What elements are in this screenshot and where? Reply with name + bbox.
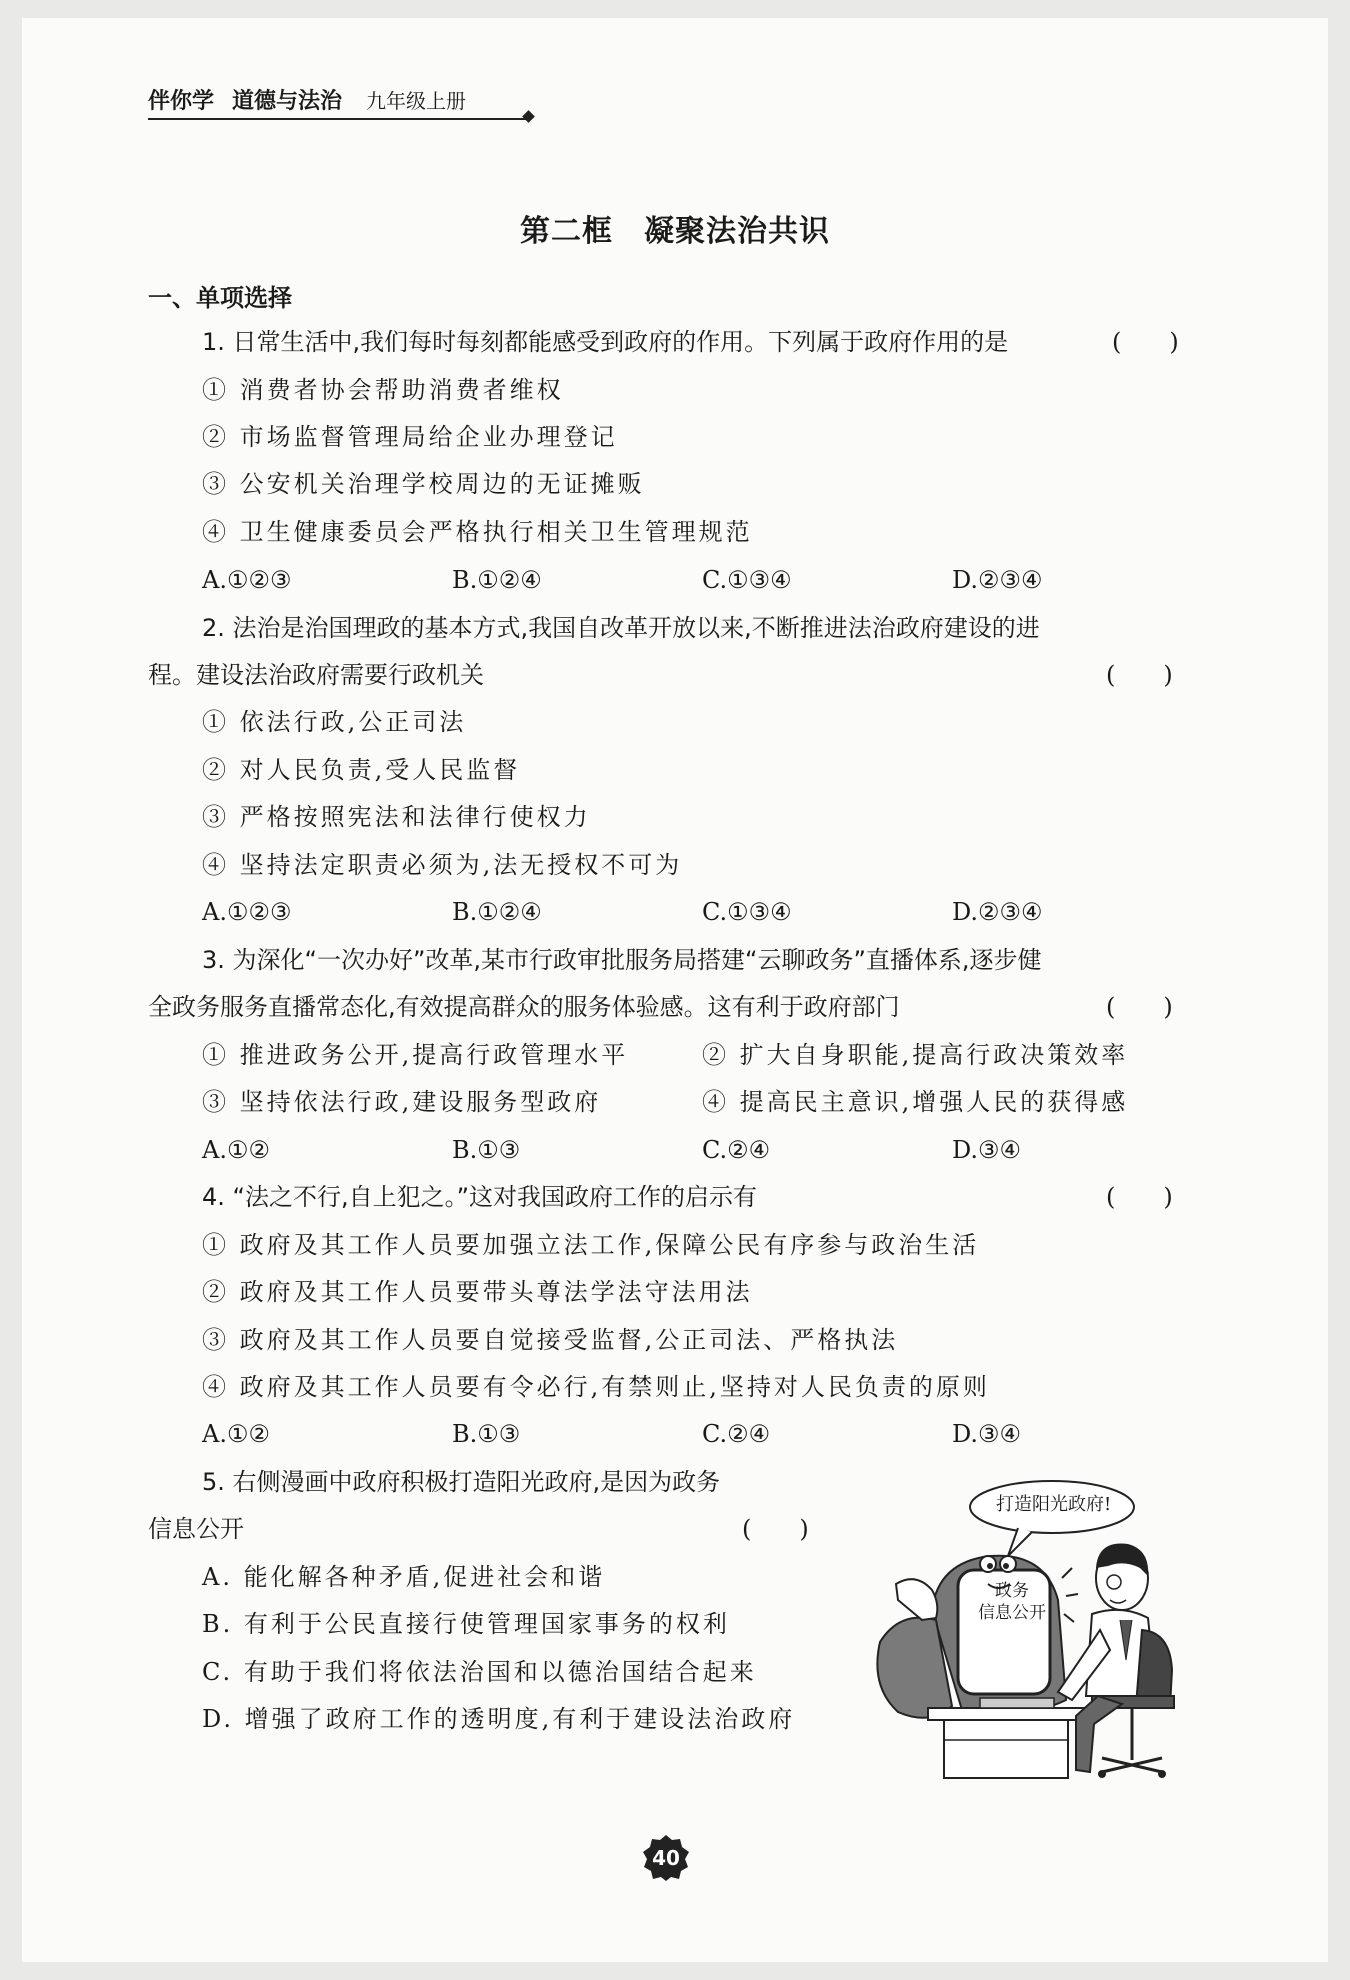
q1-item-4: ④ 卫生健康委员会严格执行相关卫生管理规范 bbox=[202, 518, 753, 546]
q3-item-1: ① 推进政务公开,提高行政管理水平 bbox=[202, 1041, 629, 1069]
page-number-badge bbox=[642, 1834, 690, 1882]
question-1-text: 1. 日常生活中,我们每时每刻都能感受到政府的作用。下列属于政府作用的是 bbox=[202, 328, 1009, 356]
q2-item-2: ② 对人民负责,受人民监督 bbox=[202, 756, 521, 784]
q3-choice-a: A.①② bbox=[202, 1136, 270, 1164]
q2-choice-c: C.①③④ bbox=[702, 898, 792, 926]
cartoon-screen-line-2: 信息公开 bbox=[978, 1603, 1046, 1623]
q4-choice-b: B.①③ bbox=[452, 1420, 521, 1448]
q4-choice-c: C.②④ bbox=[702, 1420, 771, 1448]
q5-choice-a: A. 能化解各种矛盾,促进社会和谐 bbox=[202, 1563, 606, 1591]
question-2-text: 2. 法治是治国理政的基本方式,我国自改革开放以来,不断推进法治政府建设的进 bbox=[202, 614, 1040, 642]
question-5-text: 5. 右侧漫画中政府积极打造阳光政府,是因为政务 bbox=[202, 1468, 721, 1496]
q1-choice-a: A.①②③ bbox=[202, 566, 292, 594]
q4-item-3: ③ 政府及其工作人员要自觉接受监督,公正司法、严格执法 bbox=[202, 1326, 899, 1354]
cartoon-bubble-text: 打造阳光政府! bbox=[996, 1494, 1112, 1515]
q4-choice-a: A.①② bbox=[202, 1420, 270, 1448]
q4-item-4: ④ 政府及其工作人员要有令必行,有禁则止,坚持对人民负责的原则 bbox=[202, 1373, 990, 1401]
q5-choice-b: B. 有利于公民直接行使管理国家事务的权利 bbox=[202, 1610, 730, 1638]
q1-item-3: ③ 公安机关治理学校周边的无证摊贩 bbox=[202, 470, 645, 498]
q2-item-4: ④ 坚持法定职责必须为,法无授权不可为 bbox=[202, 851, 683, 879]
page-title: 第二框 凝聚法治共识 bbox=[520, 214, 830, 249]
header-brand: 伴你学 bbox=[148, 89, 215, 114]
question-4-text: 4. “法之不行,自上犯之。”这对我国政府工作的启示有 bbox=[202, 1183, 758, 1211]
answer-blank-2: ( ) bbox=[1106, 661, 1173, 689]
q1-item-2: ② 市场监督管理局给企业办理登记 bbox=[202, 423, 618, 451]
q1-choice-c: C.①③④ bbox=[702, 566, 792, 594]
answer-blank-5: ( ) bbox=[742, 1515, 809, 1543]
cartoon-screen-line-1: 政务 bbox=[995, 1581, 1029, 1601]
question-2-text-cont: 程。建设法治政府需要行政机关 bbox=[148, 661, 484, 689]
q1-choice-b: B.①②④ bbox=[452, 566, 542, 594]
q3-item-3: ③ 坚持依法行政,建设服务型政府 bbox=[202, 1088, 602, 1116]
q1-item-1: ① 消费者协会帮助消费者维权 bbox=[202, 376, 564, 404]
q2-item-1: ① 依法行政,公正司法 bbox=[202, 708, 467, 736]
header-subject: 道德与法治 bbox=[232, 89, 343, 114]
q3-choice-d: D.③④ bbox=[952, 1136, 1022, 1164]
running-header bbox=[148, 84, 466, 120]
header-grade: 九年级上册 bbox=[366, 89, 467, 113]
q2-choice-a: A.①②③ bbox=[202, 898, 292, 926]
question-3-text-cont: 全政务服务直播常态化,有效提高群众的服务体验感。这有利于政府部门 bbox=[148, 993, 900, 1021]
q3-item-4: ④ 提高民主意识,增强人民的获得感 bbox=[702, 1088, 1129, 1116]
q4-item-2: ② 政府及其工作人员要带头尊法学法守法用法 bbox=[202, 1278, 753, 1306]
cartoon-screen-text bbox=[962, 1580, 1062, 1624]
answer-blank-4: ( ) bbox=[1106, 1183, 1173, 1211]
q2-choice-d: D.②③④ bbox=[952, 898, 1043, 926]
question-3-text: 3. 为深化“一次办好”改革,某市行政审批服务局搭建“云聊政务”直播体系,逐步健 bbox=[202, 946, 1042, 974]
q4-item-1: ① 政府及其工作人员要加强立法工作,保障公民有序参与政治生活 bbox=[202, 1231, 980, 1259]
q5-choice-d: D. 增强了政府工作的透明度,有利于建设法治政府 bbox=[202, 1705, 796, 1733]
q1-choice-d: D.②③④ bbox=[952, 566, 1043, 594]
q3-choice-b: B.①③ bbox=[452, 1136, 521, 1164]
answer-blank-1: ( ) bbox=[1112, 328, 1179, 356]
q5-choice-c: C. 有助于我们将依法治国和以德治国结合起来 bbox=[202, 1658, 757, 1686]
section-heading: 一、单项选择 bbox=[148, 284, 292, 312]
q2-item-3: ③ 严格按照宪法和法律行使权力 bbox=[202, 803, 591, 831]
q4-choice-d: D.③④ bbox=[952, 1420, 1022, 1448]
page-number: 40 bbox=[652, 1846, 680, 1870]
header-rule bbox=[148, 118, 530, 120]
q3-item-2: ② 扩大自身职能,提高行政决策效率 bbox=[702, 1041, 1129, 1069]
answer-blank-3: ( ) bbox=[1106, 993, 1173, 1021]
q2-choice-b: B.①②④ bbox=[452, 898, 542, 926]
question-5-text-cont: 信息公开 bbox=[148, 1515, 244, 1543]
q3-choice-c: C.②④ bbox=[702, 1136, 771, 1164]
